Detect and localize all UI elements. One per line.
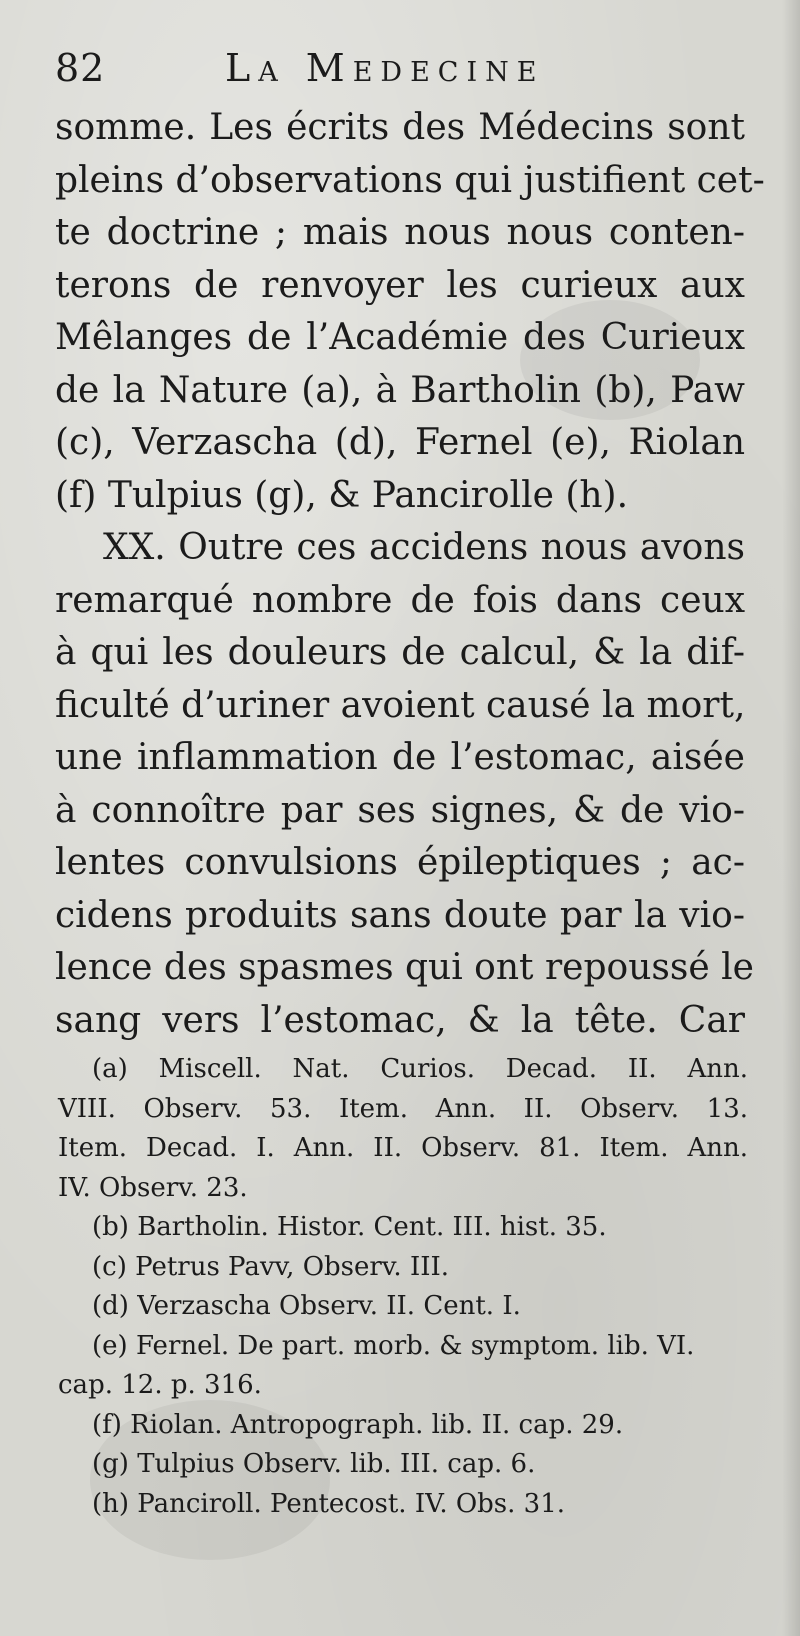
footnote-line: (b) Bartholin. Histor. Cent. III. hist. 35. <box>92 1212 607 1242</box>
footnote-line: (h) Panciroll. Pentecost. IV. Obs. 31. <box>92 1488 566 1519</box>
footnote-line: (d) Verzascha Observ. II. Cent. I. <box>92 1291 521 1321</box>
text-line: remarqué nombre de fois dans ceux <box>55 579 745 621</box>
paragraph-start-line: XX. Outre ces accidens nous avons <box>103 527 745 568</box>
text-line: une inflammation de l’estomac, aisée <box>55 737 745 778</box>
footnote-line: (a) Miscell. Nat. Curios. Decad. II. Ann. <box>92 1054 748 1084</box>
text-line: lence des spasmes qui ont repoussé le <box>55 947 754 988</box>
text-line: sang vers l’estomac, & la tête. Car <box>55 999 745 1041</box>
footnote-line: Item. Decad. I. Ann. II. Observ. 81. Item. Ann. <box>58 1133 748 1163</box>
text-line: Mêlanges de l’Académie des Curieux <box>55 317 745 358</box>
footnote-line: (g) Tulpius Observ. lib. III. cap. 6. <box>92 1449 536 1479</box>
text-line: te doctrine ; mais nous nous conten- <box>55 212 745 253</box>
footnotes <box>58 1050 748 1524</box>
text-line: cidens produits sans doute par la vio- <box>55 894 745 936</box>
footnote-line: cap. 12. p. 316. <box>58 1370 262 1400</box>
footnote-line: (c) Petrus Pavv, Observ. III. <box>92 1251 450 1282</box>
footnote-line: VIII. Observ. 53. Item. Ann. II. Observ. 13. <box>58 1093 748 1124</box>
text-line: (f) Tulpius (g), & Pancirolle (h). <box>55 474 629 516</box>
footnote-line: (f) Riolan. Antropograph. lib. II. cap. 29. <box>92 1409 624 1440</box>
footnote-line: (e) Fernel. De part. morb. & symptom. lib. VI. <box>92 1330 695 1361</box>
text-line: à connoître par ses signes, & de vio- <box>55 789 745 831</box>
main-text <box>55 102 765 1047</box>
page-header <box>55 38 740 98</box>
page-edge-shadow <box>782 0 800 1636</box>
text-line: lentes convulsions épileptiques ; ac- <box>55 842 745 883</box>
running-title: La Medecine <box>225 46 545 90</box>
page-number: 82 <box>55 46 106 90</box>
text-line: terons de renvoyer les curieux aux <box>55 264 745 306</box>
text-line: à qui les douleurs de calcul, & la dif- <box>55 632 745 673</box>
text-line: de la Nature (a), à Bartholin (b), Paw <box>55 369 745 411</box>
text-line: (c), Verzascha (d), Fernel (e), Riolan <box>55 422 745 463</box>
text-line: pleins d’observations qui justifient cet- <box>55 159 765 201</box>
footnote-line: IV. Observ. 23. <box>58 1172 248 1203</box>
text-line: ficulté d’uriner avoient causé la mort, <box>55 684 746 726</box>
text-line: somme. Les écrits des Médecins sont <box>55 107 745 148</box>
